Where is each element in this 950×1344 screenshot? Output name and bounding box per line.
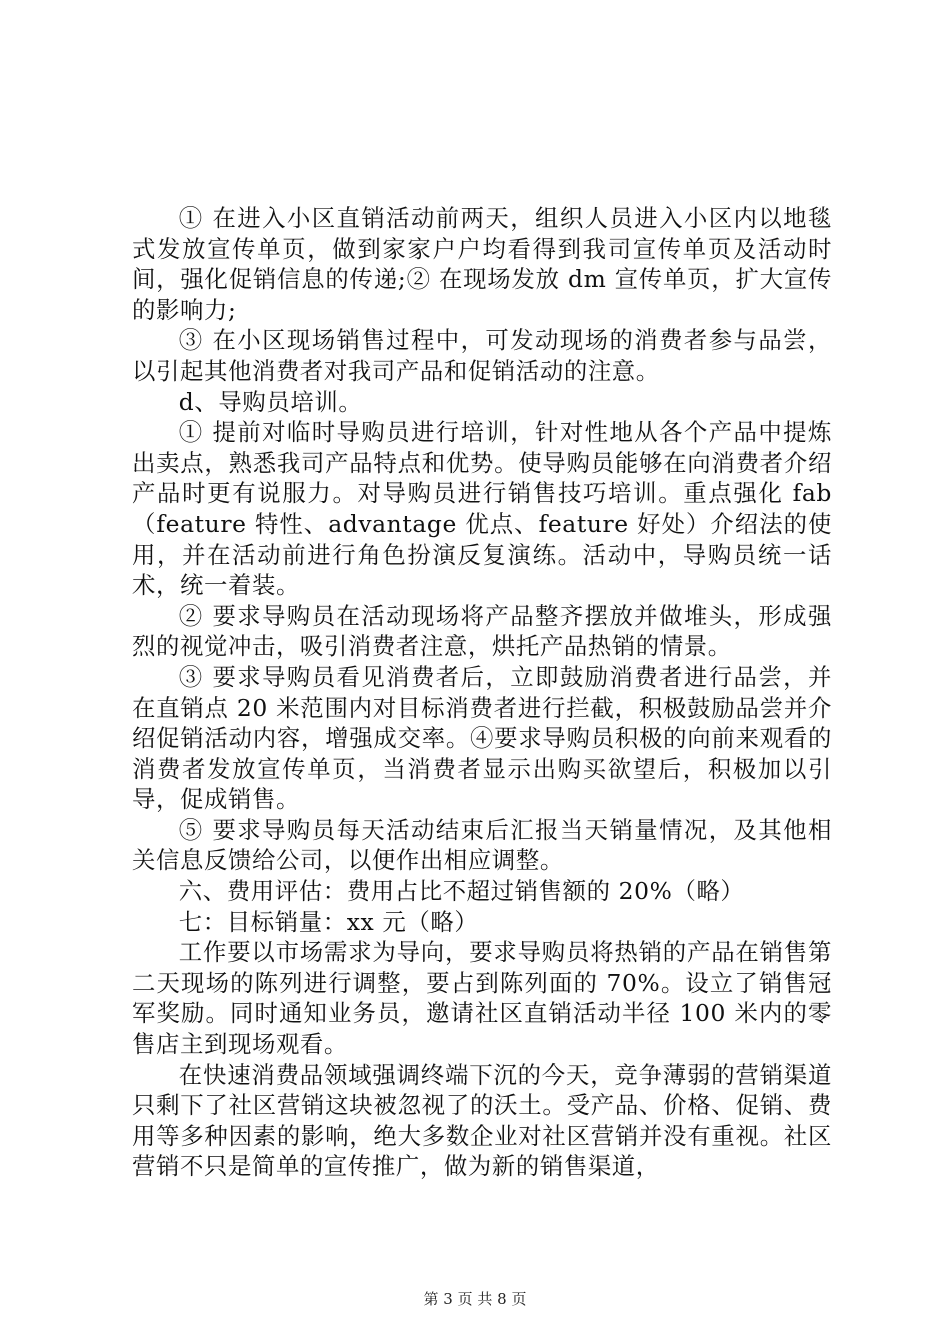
paragraph-6: ③ 要求导购员看见消费者后，立即鼓励消费者进行品尝，并在直销点 20 米范围内对目标消费者进行拦截，积极鼓励品尝并介绍促销活动内容，增强成交率。④要求导购员积极的向前来观看的消费者发放宣传单页，当消费者显示出购买欲望后，积极加以引导，促成销售。 [132, 662, 832, 814]
paragraph-9: 七：目标销量：xx 元（略） [178, 907, 479, 936]
document-body [132, 203, 832, 1182]
paragraph-11: 在快速消费品领域强调终端下沉的今天，竞争薄弱的营销渠道只剩下了社区营销这块被忽视了的沃土。受产品、价格、促销、费用等多种因素的影响，绝大多数企业对社区营销并没有重视。社区营销不只是简单的宣传推广，做为新的销售渠道， [132, 1060, 832, 1181]
paragraph-3: d、导购员培训。 [178, 387, 363, 416]
paragraph-4: ① 提前对临时导购员进行培训，针对性地从各个产品中提炼出卖点，熟悉我司产品特点和优势。使导购员能够在向消费者介绍产品时更有说服力。对导购员进行销售技巧培训。重点强化 fab（feature 特性、advantage 优点、feature 好处）介绍法的使用，并在活动前进行角色扮演反复演练。活动中，导购员统一话术，统一着装。 [132, 418, 832, 600]
page-number-footer: 第 3 页 共 8 页 [423, 1290, 527, 1308]
paragraph-5: ② 要求导购员在活动现场将产品整齐摆放并做堆头，形成强烈的视觉冲击，吸引消费者注意，烘托产品热销的情景。 [132, 601, 832, 661]
paragraph-2: ③ 在小区现场销售过程中，可发动现场的消费者参与品尝，以引起其他消费者对我司产品和促销活动的注意。 [132, 326, 832, 385]
paragraph-1: ① 在进入小区直销活动前两天，组织人员进入小区内以地毯式发放宣传单页，做到家家户户均看得到我司宣传单页及活动时间，强化促销信息的传递;② 在现场发放 dm 宣传单页，扩大宣传的影响力; [132, 204, 832, 324]
paragraph-7: ⑤ 要求导购员每天活动结束后汇报当天销量情况，及其他相关信息反馈给公司，以便作出相应调整。 [132, 815, 832, 875]
paragraph-8: 六、费用评估：费用占比不超过销售额的 20%（略） [178, 877, 745, 906]
paragraph-10: 工作要以市场需求为导向，要求导购员将热销的产品在销售第二天现场的陈列进行调整，要占到陈列面的 70%。设立了销售冠军奖励。同时通知业务员，邀请社区直销活动半径 100 米内的零售店主到现场观看。 [132, 938, 832, 1059]
